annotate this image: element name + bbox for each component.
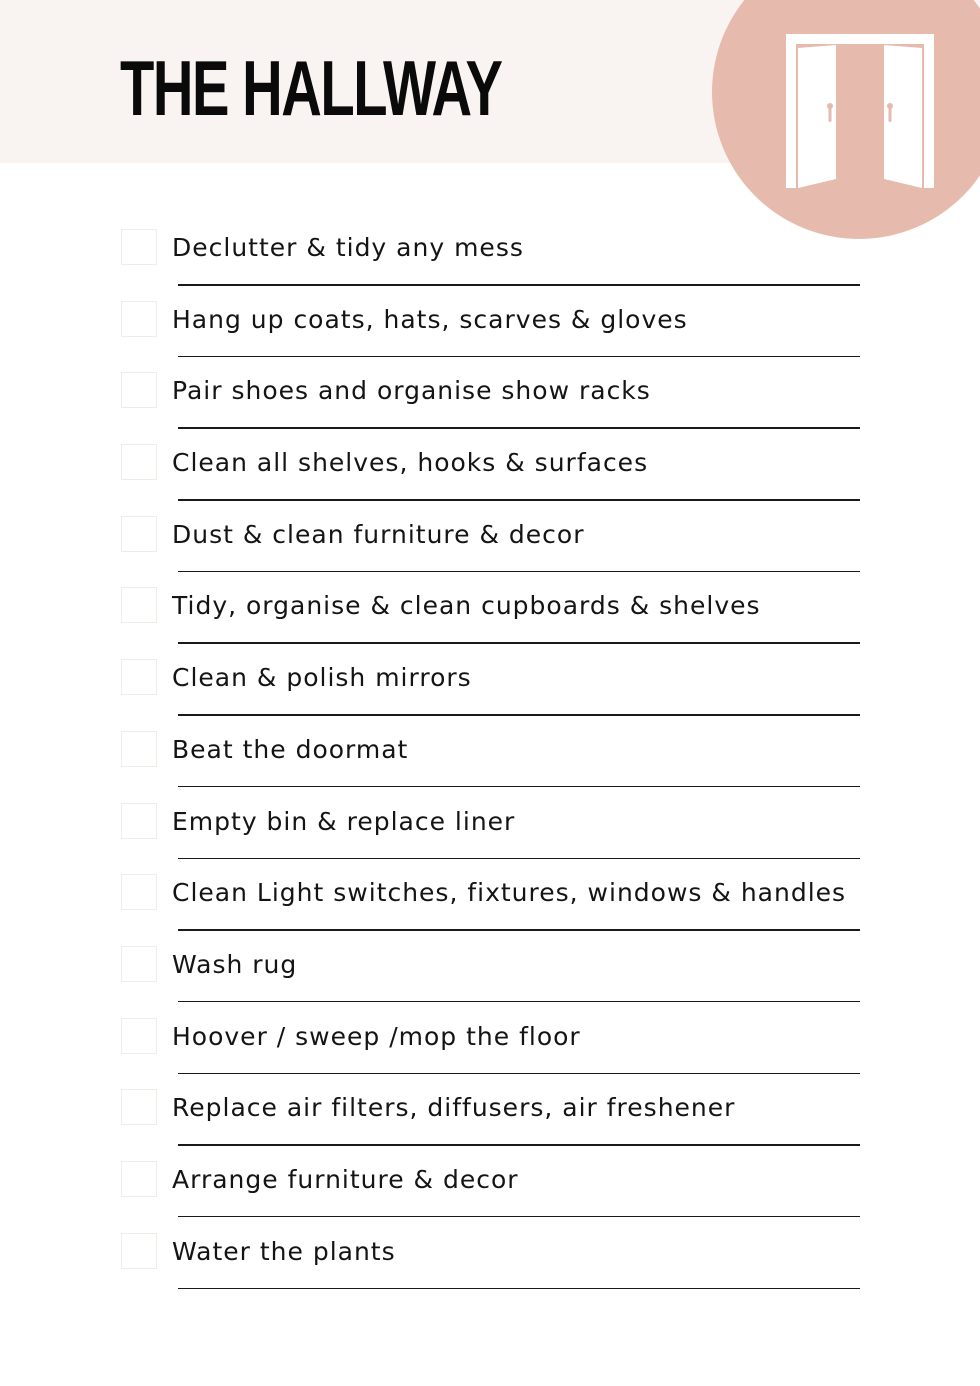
double-door-icon — [784, 32, 936, 190]
item-label: Declutter & tidy any mess — [172, 233, 524, 262]
item-label: Wash rug — [172, 949, 298, 979]
item-label: Water the plants — [172, 1236, 396, 1266]
checklist-item — [0, 1074, 980, 1146]
checklist-item — [0, 859, 980, 931]
checkbox[interactable] — [121, 372, 157, 408]
checklist-item — [0, 286, 980, 358]
checklist-item — [0, 429, 980, 501]
checkbox[interactable] — [121, 301, 157, 337]
page-title: THE HALLWAY — [120, 44, 502, 132]
item-label: Hoover / sweep /mop the floor — [172, 1021, 581, 1051]
checklist-item — [0, 644, 980, 716]
item-label: Clean Light switches, fixtures, windows & handles — [172, 878, 847, 908]
checklist-item — [0, 1003, 980, 1075]
checkbox[interactable] — [121, 946, 157, 982]
checkbox[interactable] — [121, 587, 157, 623]
checklist-item — [0, 572, 980, 644]
item-label: Empty bin & replace liner — [172, 806, 516, 836]
checkbox[interactable] — [121, 731, 157, 767]
item-label: Beat the doormat — [172, 734, 409, 764]
checklist-item — [0, 357, 980, 429]
checklist-item — [0, 501, 980, 573]
item-label: Pair shoes and organise show racks — [172, 376, 651, 406]
checkbox[interactable] — [121, 444, 157, 480]
checklist-item — [0, 931, 980, 1003]
checkbox[interactable] — [121, 803, 157, 839]
item-label: Replace air filters, diffusers, air freshener — [172, 1093, 736, 1123]
checkbox[interactable] — [121, 659, 157, 695]
checkbox[interactable] — [121, 1018, 157, 1054]
item-label: Hang up coats, hats, scarves & gloves — [172, 304, 688, 334]
checkbox[interactable] — [121, 874, 157, 910]
checklist-item — [0, 214, 980, 286]
checkbox[interactable] — [121, 516, 157, 552]
checklist — [0, 214, 980, 1289]
item-label: Arrange furniture & decor — [172, 1164, 519, 1194]
divider — [178, 1288, 860, 1290]
checklist-item — [0, 788, 980, 860]
checklist-item — [0, 716, 980, 788]
item-label: Tidy, organise & clean cupboards & shelves — [172, 591, 761, 621]
checkbox[interactable] — [121, 1233, 157, 1269]
item-label: Clean & polish mirrors — [172, 663, 472, 693]
checkbox[interactable] — [121, 229, 157, 265]
checkbox[interactable] — [121, 1089, 157, 1125]
checklist-item — [0, 1146, 980, 1218]
item-label: Clean all shelves, hooks & surfaces — [172, 448, 649, 478]
item-label: Dust & clean furniture & decor — [172, 519, 585, 549]
checkbox[interactable] — [121, 1161, 157, 1197]
checklist-item — [0, 1218, 980, 1290]
